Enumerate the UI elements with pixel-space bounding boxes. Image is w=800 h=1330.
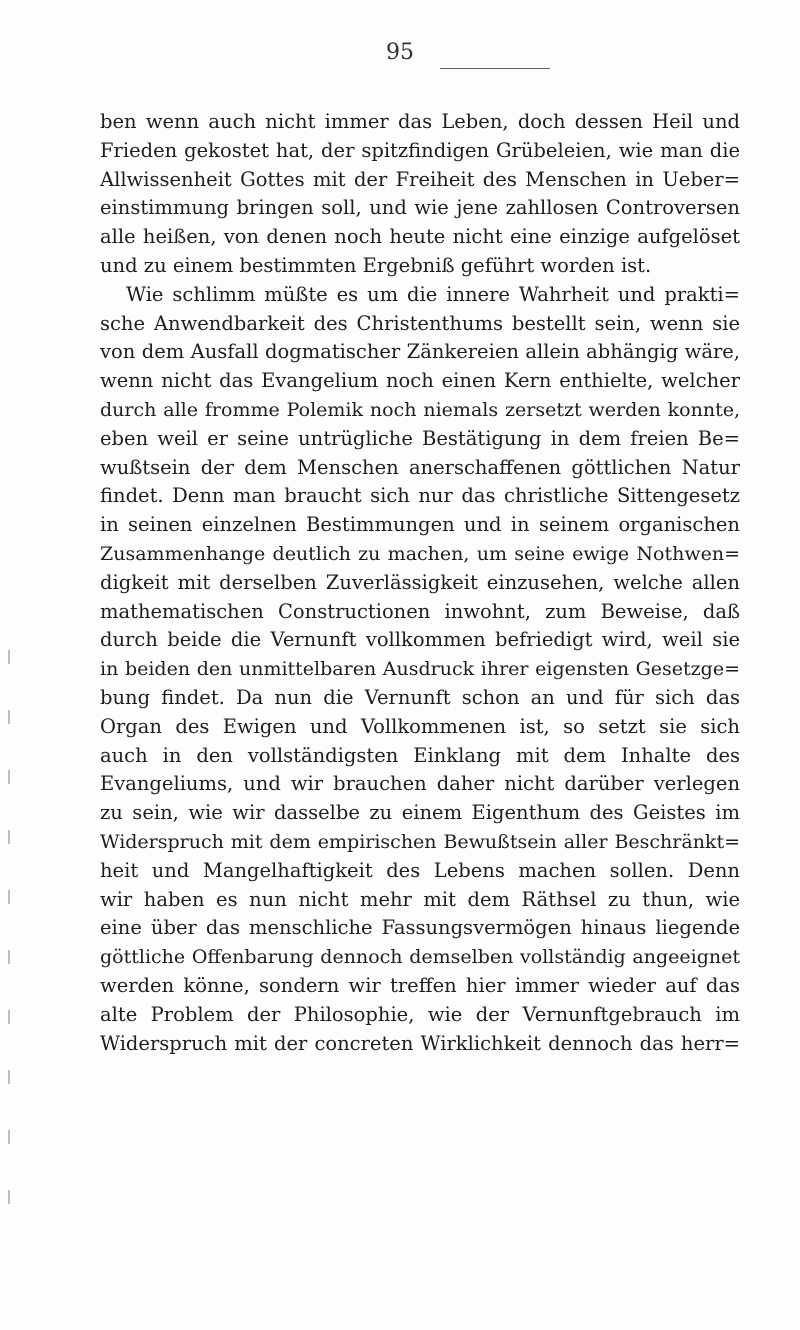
text-line: durch alle fromme Polemik noch niemals zersetzt werden konnte, [100, 398, 740, 421]
text-line: Organ des Ewigen und Vollkommenen ist, so setzt sie sich [100, 714, 740, 738]
text-line: Zusammenhange deutlich zu machen, um seine ewige Nothwen= [100, 542, 740, 565]
text-line: heit und Mangelhaftigkeit des Lebens machen sollen. Denn [100, 858, 740, 882]
scan-mark [8, 710, 32, 724]
scan-mark [8, 1190, 32, 1204]
scan-mark [8, 1010, 32, 1024]
scan-margin-marks [8, 650, 38, 1230]
text-line: werden könne, sondern wir treffen hier immer wieder auf das [100, 973, 740, 997]
page-number: 95 [386, 40, 414, 65]
text-line: wir haben es nun nicht mehr mit dem Räthsel zu thun, wie [100, 887, 740, 911]
text-line: und zu einem bestimmten Ergebniß geführt worden ist. [100, 253, 652, 277]
text-line: Widerspruch mit dem empirischen Bewußtsein aller Beschränkt= [100, 830, 740, 853]
text-line: Frieden gekostet hat, der spitzfindigen Grübeleien, wie man die [100, 138, 740, 162]
text-line: wußtsein der dem Menschen anerschaffenen göttlichen Natur [100, 455, 740, 479]
text-line: durch beide die Vernunft vollkommen befriedigt wird, weil sie [100, 628, 740, 652]
header-rule [440, 68, 550, 69]
text-line: digkeit mit derselben Zuverlässigkeit einzusehen, welche allen [100, 570, 740, 594]
text-line: ben wenn auch nicht immer das Leben, doch dessen Heil und [100, 110, 740, 133]
text-line: sche Anwendbarkeit des Christenthums bestellt sein, wenn sie [100, 311, 740, 335]
scan-mark [8, 890, 32, 904]
text-line: Wie schlimm müßte es um die innere Wahrheit und prakti= [126, 282, 740, 306]
scan-mark [8, 950, 32, 964]
text-line: eben weil er seine untrügliche Bestätigung in dem freien Be= [100, 426, 740, 450]
text-line: einstimmung bringen soll, und wie jene zahllosen Controversen [100, 196, 740, 220]
scan-mark [8, 1130, 32, 1144]
text-line: Allwissenheit Gottes mit der Freiheit des Menschen in Ueber= [100, 167, 740, 191]
text-line: mathematischen Constructionen inwohnt, zum Beweise, daß [100, 599, 740, 623]
text-line: in seinen einzelnen Bestimmungen und in seinem organischen [100, 513, 740, 537]
text-line: Widerspruch mit der concreten Wirklichkeit dennoch das herr= [100, 1031, 740, 1055]
text-line: auch in den vollständigsten Einklang mit dem Inhalte des [100, 743, 740, 767]
text-line: in beiden den unmittelbaren Ausdruck ihrer eigensten Gesetzge= [100, 658, 740, 681]
scan-mark [8, 1070, 32, 1084]
text-line: zu sein, wie wir dasselbe zu einem Eigenthum des Geistes im [100, 801, 740, 825]
scan-mark [8, 770, 32, 784]
scan-mark [8, 650, 32, 664]
text-line: alle heißen, von denen noch heute nicht eine einzige aufgelöset [100, 225, 740, 249]
text-line: eine über das menschliche Fassungsvermögen hinaus liegende [100, 916, 740, 940]
scan-mark [8, 830, 32, 844]
text-line: bung findet. Da nun die Vernunft schon an und für sich das [100, 685, 740, 709]
body-text [100, 108, 740, 1058]
text-line: alte Problem der Philosophie, wie der Vernunftgebrauch im [100, 1002, 740, 1026]
text-line: göttliche Offenbarung dennoch demselben vollständig angeeignet [100, 946, 740, 969]
text-line: von dem Ausfall dogmatischer Zänkereien allein abhängig wäre, [100, 340, 740, 364]
text-line: findet. Denn man braucht sich nur das christliche Sittengesetz [100, 484, 740, 508]
text-line: Evangeliums, und wir brauchen daher nicht darüber verlegen [100, 772, 740, 796]
text-line: wenn nicht das Evangelium noch einen Kern enthielte, welcher [100, 369, 740, 393]
